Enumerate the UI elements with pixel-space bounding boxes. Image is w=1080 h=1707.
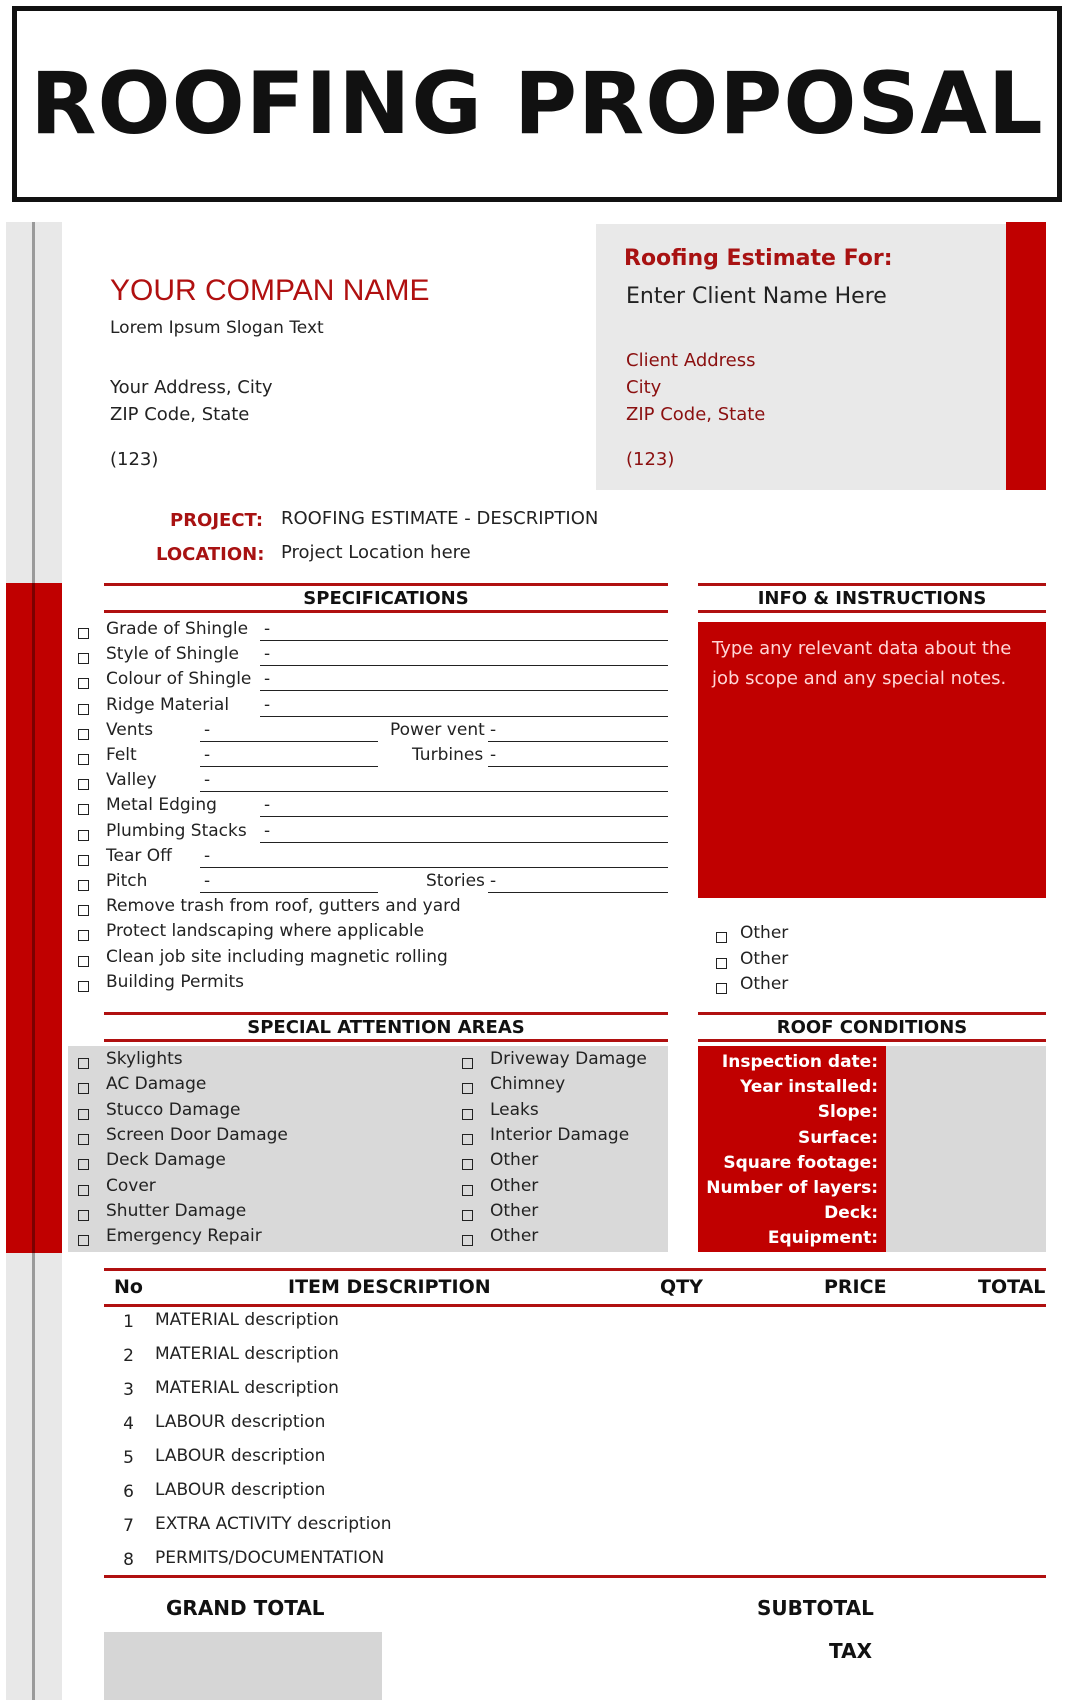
checkbox[interactable] xyxy=(462,1134,473,1145)
spec-label: Clean job site including magnetic rolling xyxy=(106,946,448,967)
checkbox[interactable] xyxy=(78,1109,89,1120)
checkbox[interactable] xyxy=(78,880,89,891)
item-description[interactable]: MATERIAL description xyxy=(155,1378,339,1398)
spec-label: Building Permits xyxy=(106,971,244,992)
checkbox[interactable] xyxy=(462,1109,473,1120)
checkbox[interactable] xyxy=(78,855,89,866)
item-description[interactable]: MATERIAL description xyxy=(155,1344,339,1364)
item-description[interactable]: MATERIAL description xyxy=(155,1310,339,1330)
tax-label: TAX xyxy=(829,1639,872,1663)
spec-label: Felt xyxy=(106,745,137,765)
item-number: 3 xyxy=(123,1380,134,1400)
client-name[interactable]: Enter Client Name Here xyxy=(626,284,887,309)
item-number: 1 xyxy=(123,1312,134,1332)
spec-side-value[interactable]: - xyxy=(490,745,497,765)
subtotal-label: SUBTOTAL xyxy=(757,1596,874,1620)
spec-value[interactable]: - xyxy=(264,694,271,715)
spec-side-underline xyxy=(488,892,668,893)
item-number: 2 xyxy=(123,1346,134,1366)
spec-value[interactable]: - xyxy=(264,644,271,665)
checkbox[interactable] xyxy=(78,628,89,639)
item-description[interactable]: PERMITS/DOCUMENTATION xyxy=(155,1548,385,1568)
special-attention-item: AC Damage xyxy=(106,1074,207,1095)
info-other-label: Other xyxy=(740,948,789,969)
checkbox[interactable] xyxy=(716,932,727,943)
client-red-bar xyxy=(1006,222,1046,490)
item-number: 4 xyxy=(123,1414,134,1434)
spec-underline xyxy=(260,816,668,817)
spec-side-value[interactable]: - xyxy=(490,719,497,740)
item-number: 5 xyxy=(123,1448,134,1468)
roof-condition-label: Square footage: xyxy=(723,1152,878,1173)
spec-value[interactable]: - xyxy=(264,795,271,816)
title-box xyxy=(12,6,1062,202)
special-attention-item: Interior Damage xyxy=(490,1124,630,1145)
special-attention-item: Screen Door Damage xyxy=(106,1124,288,1145)
special-attention-item: Other xyxy=(490,1150,539,1171)
spec-underline xyxy=(260,640,668,641)
roof-condition-label: Slope: xyxy=(817,1102,878,1123)
checkbox[interactable] xyxy=(78,1210,89,1221)
checkbox[interactable] xyxy=(716,983,727,994)
item-description[interactable]: EXTRA ACTIVITY description xyxy=(155,1514,392,1534)
roof-conditions-heading: ROOF CONDITIONS xyxy=(698,1012,1046,1042)
checkbox[interactable] xyxy=(78,1134,89,1145)
spec-label: Pitch xyxy=(106,871,148,891)
checkbox[interactable] xyxy=(78,956,89,967)
roof-condition-label: Year installed: xyxy=(740,1077,878,1098)
company-address: Your Address, City xyxy=(110,377,273,398)
special-attention-item: Other xyxy=(490,1175,539,1196)
spec-value[interactable]: - xyxy=(264,619,271,639)
checkbox[interactable] xyxy=(78,905,89,916)
special-attention-item: Stucco Damage xyxy=(106,1099,241,1120)
checkbox[interactable] xyxy=(462,1210,473,1221)
page-title: ROOFING PROPOSAL xyxy=(30,54,1044,154)
special-attention-item: Driveway Damage xyxy=(490,1049,647,1069)
info-other-label: Other xyxy=(740,923,789,943)
spec-value[interactable]: - xyxy=(264,820,271,841)
checkbox[interactable] xyxy=(462,1185,473,1196)
item-number: 8 xyxy=(123,1550,134,1570)
checkbox[interactable] xyxy=(78,779,89,790)
spec-underline xyxy=(260,716,668,717)
spec-label: Grade of Shingle xyxy=(106,619,249,639)
roof-conditions-list xyxy=(698,1046,878,1252)
grand-total-label: GRAND TOTAL xyxy=(166,1596,325,1620)
table-top-rule xyxy=(104,1268,1046,1271)
checkbox[interactable] xyxy=(78,981,89,992)
spec-value[interactable]: - xyxy=(264,669,271,690)
checkbox[interactable] xyxy=(78,804,89,815)
roof-condition-label: Equipment: xyxy=(767,1228,878,1249)
spec-label: Ridge Material xyxy=(106,694,230,715)
special-attention-item: Leaks xyxy=(490,1099,539,1120)
spec-value[interactable]: - xyxy=(204,745,211,765)
special-attention-item: Other xyxy=(490,1226,539,1247)
checkbox[interactable] xyxy=(78,1235,89,1246)
checkbox[interactable] xyxy=(78,1185,89,1196)
specifications-heading: SPECIFICATIONS xyxy=(104,583,668,613)
spec-side-label: Power vent xyxy=(390,719,485,740)
checkbox[interactable] xyxy=(78,678,89,689)
special-attention-item: Deck Damage xyxy=(106,1150,226,1171)
info-other-label: Other xyxy=(740,974,789,994)
spec-side-underline xyxy=(488,766,668,767)
spec-value[interactable]: - xyxy=(204,770,211,791)
spec-side-label: Stories xyxy=(426,871,485,891)
spec-label: Protect landscaping where applicable xyxy=(106,921,425,942)
special-attention-item: Cover xyxy=(106,1175,156,1196)
table-bottom-rule xyxy=(104,1575,1046,1578)
project-value[interactable]: ROOFING ESTIMATE - DESCRIPTION xyxy=(281,508,599,529)
spec-underline xyxy=(200,892,378,893)
checkbox[interactable] xyxy=(716,958,727,969)
spec-underline xyxy=(200,741,378,742)
roof-conditions-values-box[interactable] xyxy=(886,1046,1046,1252)
spec-label: Tear Off xyxy=(106,845,172,866)
left-red-strip-line xyxy=(32,583,35,1253)
checkbox[interactable] xyxy=(78,1083,89,1094)
spec-value[interactable]: - xyxy=(204,719,211,740)
spec-label: Remove trash from roof, gutters and yard xyxy=(106,896,461,917)
checkbox[interactable] xyxy=(462,1058,473,1069)
special-attention-item: Shutter Damage xyxy=(106,1200,247,1221)
spec-underline xyxy=(260,842,668,843)
spec-side-value[interactable]: - xyxy=(490,871,497,891)
client-zip[interactable]: ZIP Code, State xyxy=(626,404,766,425)
checkbox[interactable] xyxy=(462,1159,473,1170)
special-attention-item: Emergency Repair xyxy=(106,1226,262,1247)
company-zip: ZIP Code, State xyxy=(110,404,250,425)
checkbox[interactable] xyxy=(78,704,89,715)
info-text[interactable]: Type any relevant data about the job scope and any special notes. xyxy=(712,638,1012,689)
roof-condition-label: Surface: xyxy=(797,1127,878,1148)
checkbox[interactable] xyxy=(78,830,89,841)
special-attention-heading: SPECIAL ATTENTION AREAS xyxy=(104,1012,668,1042)
item-description[interactable]: LABOUR description xyxy=(155,1412,326,1432)
checkbox[interactable] xyxy=(78,930,89,941)
client-heading: Roofing Estimate For: xyxy=(624,246,893,271)
spec-underline xyxy=(260,690,668,691)
spec-label: Valley xyxy=(106,770,157,791)
roof-condition-label: Deck: xyxy=(824,1203,878,1224)
spec-label: Vents xyxy=(106,719,154,740)
spec-label: Metal Edging xyxy=(106,795,217,816)
col-price: PRICE xyxy=(824,1276,887,1298)
checkbox[interactable] xyxy=(78,1159,89,1170)
col-total: TOTAL xyxy=(978,1276,1046,1298)
col-no: No xyxy=(114,1276,143,1298)
spec-label: Colour of Shingle xyxy=(106,669,252,690)
spec-underline xyxy=(200,791,668,792)
location-value[interactable]: Project Location here xyxy=(281,542,471,563)
project-label: PROJECT: xyxy=(170,510,264,531)
company-name: YOUR COMPAN NAME xyxy=(110,274,430,307)
location-label: LOCATION: xyxy=(156,544,265,565)
special-attention-item: Skylights xyxy=(106,1049,183,1069)
spec-value[interactable]: - xyxy=(204,845,211,866)
spec-side-label: Turbines xyxy=(412,745,484,765)
checkbox[interactable] xyxy=(78,754,89,765)
special-attention-item: Chimney xyxy=(490,1074,566,1095)
item-description[interactable]: LABOUR description xyxy=(155,1480,326,1500)
spec-value[interactable]: - xyxy=(204,871,211,891)
item-number: 7 xyxy=(123,1516,134,1536)
company-phone: (123) xyxy=(110,449,159,470)
client-address[interactable]: Client Address xyxy=(626,350,756,371)
item-description[interactable]: LABOUR description xyxy=(155,1446,326,1466)
spec-side-underline xyxy=(488,741,668,742)
roof-condition-label: Inspection date: xyxy=(721,1052,878,1072)
spec-underline xyxy=(200,867,668,868)
col-qty: QTY xyxy=(660,1276,703,1298)
checkbox[interactable] xyxy=(78,653,89,664)
spec-label: Style of Shingle xyxy=(106,644,239,665)
spec-underline xyxy=(260,665,668,666)
col-description: ITEM DESCRIPTION xyxy=(288,1276,491,1298)
item-number: 6 xyxy=(123,1482,134,1502)
company-slogan: Lorem Ipsum Slogan Text xyxy=(110,318,324,338)
special-attention-item: Other xyxy=(490,1200,539,1221)
client-city[interactable]: City xyxy=(626,377,662,398)
checkbox[interactable] xyxy=(462,1083,473,1094)
checkbox[interactable] xyxy=(78,729,89,740)
spec-underline xyxy=(200,766,378,767)
info-heading: INFO & INSTRUCTIONS xyxy=(698,583,1046,613)
checkbox[interactable] xyxy=(78,1058,89,1069)
table-header-rule xyxy=(104,1304,1046,1307)
checkbox[interactable] xyxy=(462,1235,473,1246)
client-phone[interactable]: (123) xyxy=(626,449,675,470)
grand-total-box[interactable] xyxy=(104,1632,382,1700)
spec-label: Plumbing Stacks xyxy=(106,820,247,841)
roof-condition-label: Number of layers: xyxy=(706,1178,878,1198)
